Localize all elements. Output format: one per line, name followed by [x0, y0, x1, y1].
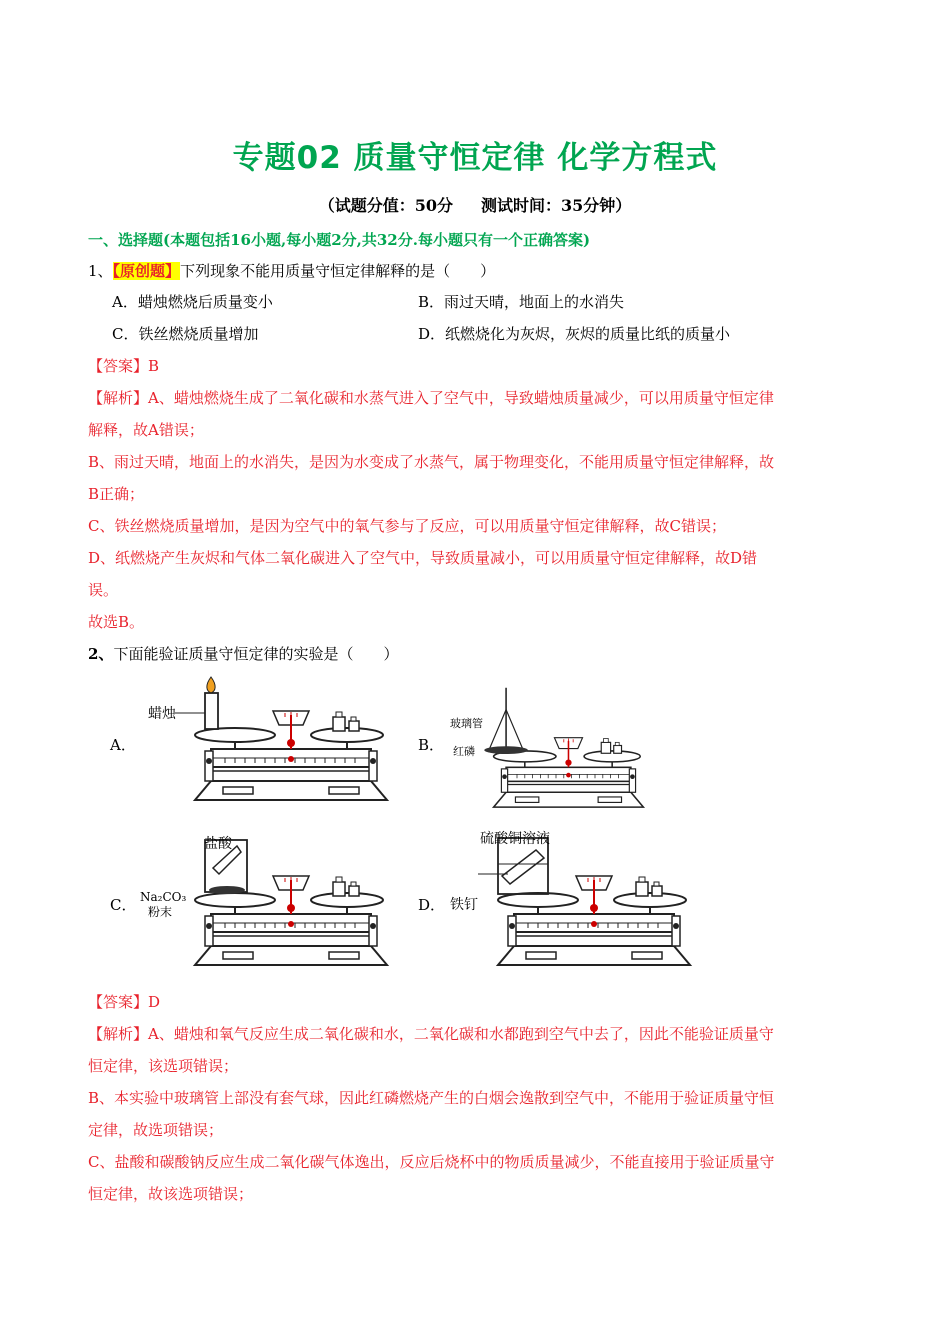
experiment-b-diagram — [484, 688, 643, 807]
q2-analysis-line: 恒定律，该选项错误； — [88, 1057, 239, 1075]
experiment-d-label: D． — [418, 896, 446, 914]
red-phosphorus-label: 红磷 — [453, 745, 475, 758]
copper-sulfate-label: 硫酸铜溶液 — [480, 831, 550, 847]
q1-analysis-line: B、雨过天晴，地面上的水消失，是因为水变成了水蒸气，属于物理变化，不能用质量守恒定律解释，故 — [88, 453, 775, 471]
q1-analysis-line: B正确； — [88, 485, 145, 503]
q1-option-c: C．铁丝燃烧质量增加 — [112, 325, 259, 343]
q1-option-d: D．纸燃烧化为灰烬，灰烬的质量比纸的质量小 — [418, 325, 731, 343]
q2-analysis-line: B、本实验中玻璃管上部没有套气球，因此红磷燃烧产生的白烟会逸散到空气中，不能用于验证质量守恒 — [88, 1089, 775, 1107]
experiment-b-label: B． — [418, 736, 445, 754]
score-info: （试题分值：50分 — [318, 196, 453, 215]
glass-tube-label: 玻璃管 — [450, 717, 483, 730]
q1-option-a: A．蜡烛燃烧后质量变小 — [112, 293, 273, 311]
q1-answer: 【答案】B — [88, 357, 160, 375]
experiment-figure — [0, 675, 950, 975]
q1-analysis-line: 误。 — [88, 581, 119, 599]
q1-analysis-line: C、铁丝燃烧质量增加，是因为空气中的氧气参与了反应，可以用质量守恒定律解释，故C错误； — [88, 517, 726, 535]
q1-analysis-line: D、纸燃烧产生灰烬和气体二氧化碳进入了空气中，导致质量减小，可以用质量守恒定律解释，故D错 — [88, 549, 758, 567]
q2-answer: 【答案】D — [88, 993, 161, 1011]
q1-analysis-line: 解释，故A错误； — [88, 421, 204, 439]
q1-analysis-line: 【解析】A、蜡烛燃烧生成了二氧化碳和水蒸气进入了空气中，导致蜡烛质量减少，可以用质量守恒定律 — [88, 389, 774, 407]
experiment-a-label: A． — [110, 736, 136, 754]
q1-option-b: B．雨过天晴，地面上的水消失 — [418, 293, 625, 311]
q2-analysis-line: 【解析】A、蜡烛和氧气反应生成二氧化碳和水，二氧化碳和水都跑到空气中去了，因此不能验证质量守 — [88, 1025, 774, 1043]
q1-analysis-line: 故选B。 — [88, 613, 145, 631]
experiment-c-label: C． — [110, 896, 137, 914]
question-text: 下面能验证质量守恒定律的实验是（ ） — [113, 645, 399, 663]
experiment-a-diagram — [175, 677, 387, 800]
experiment-d-diagram — [478, 838, 690, 965]
sodium-carbonate-label: Na₂CO₃ — [140, 890, 187, 904]
question-number: 1、 — [88, 262, 113, 280]
document-subtitle — [0, 193, 950, 216]
original-question-tag: 【原创题】 — [112, 262, 181, 280]
candle-label: 蜡烛 — [148, 706, 176, 722]
document-title: 专题02 质量守恒定律 化学方程式 — [232, 140, 718, 176]
iron-nail-label: 铁钉 — [450, 897, 478, 913]
section-heading: 一、选择题(本题包括16小题,每小题2分,共32分.每小题只有一个正确答案) — [88, 231, 591, 249]
question-text: 下列现象不能用质量守恒定律解释的是（ ） — [180, 262, 496, 280]
q2-analysis-line: 定律，故选项错误； — [88, 1121, 224, 1139]
hydrochloric-acid-label: 盐酸 — [204, 836, 232, 852]
question-number: 2、 — [88, 645, 114, 663]
powder-label: 粉末 — [148, 905, 173, 919]
experiment-c-diagram — [195, 840, 387, 965]
time-info: 测试时间：35分钟） — [481, 196, 632, 215]
question-1-stem — [88, 260, 495, 281]
question-2-stem — [88, 643, 398, 664]
q2-analysis-line: 恒定律，故该选项错误； — [88, 1185, 254, 1203]
q2-analysis-line: C、盐酸和碳酸钠反应生成二氧化碳气体逸出，反应后烧杯中的物质质量减少，不能直接用于验证质量守 — [88, 1153, 775, 1171]
